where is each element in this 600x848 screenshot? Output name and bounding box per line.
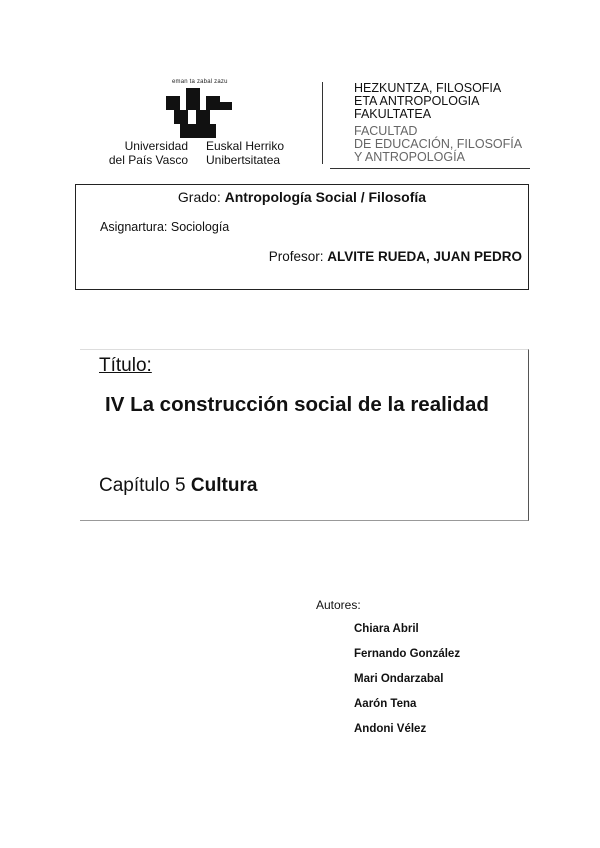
degree-line: Grado: Antropología Social / Filosofía — [177, 189, 427, 205]
university-name-eu: Euskal Herriko Unibertsitatea — [206, 139, 285, 167]
faculty-name-eu: HEZKUNTZA, FILOSOFIA ETA ANTROPOLOGIA FAKULTATEA — [354, 81, 502, 121]
author-name: Andoni Vélez — [354, 723, 427, 735]
chapter-line: Capítulo 5 Cultura — [99, 475, 258, 496]
author-name: Mari Ondarzabal — [354, 673, 444, 685]
university-logo-icon — [166, 88, 232, 138]
authors-label: Autores: — [316, 598, 361, 612]
main-title: IV La construcción social de la realidad — [105, 393, 489, 416]
header-rule — [330, 168, 530, 169]
subject-line: Asignartura: Sociología — [100, 220, 230, 234]
professor-line: Profesor: ALVITE RUEDA, JUAN PEDRO — [268, 249, 522, 264]
author-name: Fernando González — [354, 648, 461, 660]
logo-tagline: eman ta zabal zazu — [172, 79, 228, 85]
author-name: Aarón Tena — [354, 698, 417, 710]
header-divider — [322, 82, 323, 164]
title-box — [80, 349, 529, 521]
author-name: Chiara Abril — [354, 623, 419, 635]
university-name-es: Universidad del País Vasco — [108, 139, 188, 167]
title-label: Título: — [99, 355, 152, 376]
faculty-name-es: FACULTAD DE EDUCACIÓN, FILOSOFÍA Y ANTROPOLOGÍA — [354, 124, 523, 164]
course-info-box — [75, 184, 529, 290]
